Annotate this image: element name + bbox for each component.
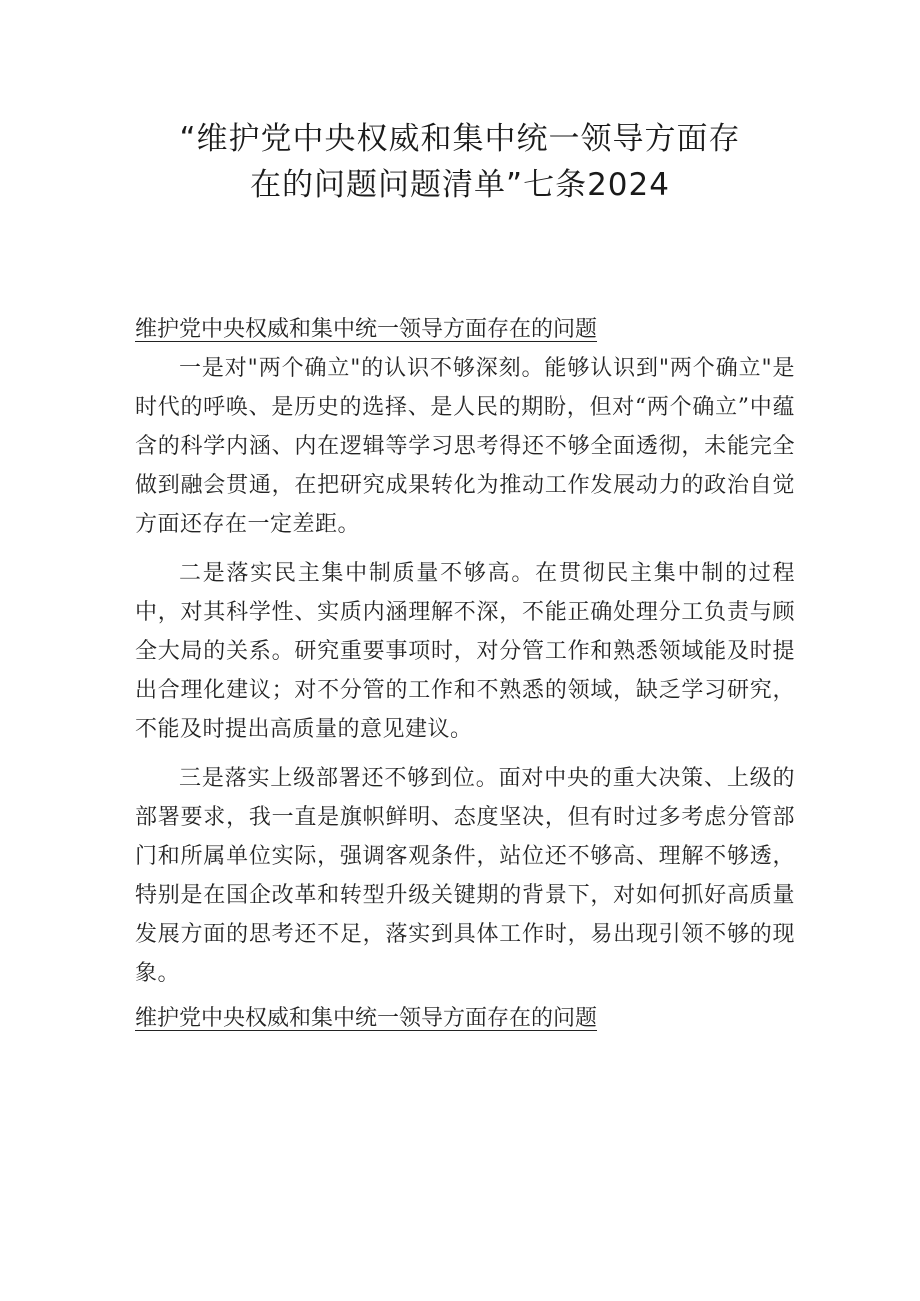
section-heading: 维护党中央权威和集中统一领导方面存在的问题 — [135, 317, 598, 342]
paragraph-3: 三是落实上级部署还不够到位。面对中央的重大决策、上级的部署要求，我一直是旗帜鲜明、态度坚决，但有时过多考虑分管部门和所属单位实际，强调客观条件，站位还不够高、理解不够透，特别是在国企改革和转型升级关键期的背景下，对如何抓好高质量发展方面的思考还不足，落实到具体工作时，易出现引领不够的现象。 — [135, 766, 795, 986]
title-line-2: 在的问题问题清单”七条2024 — [250, 167, 670, 203]
document-title — [140, 116, 780, 208]
paragraph-1: 一是对"两个确立"的认识不够深刻。能够认识到"两个确立"是时代的呼唤、是历史的选择、是人民的期盼，但对“两个确立”中蕴含的科学内涵、内在逻辑等学习思考得还不够全面透彻，未能完全做到融会贯通，在把研究成果转化为推动工作发展动力的政治自觉方面还存在一定差距。 — [135, 356, 795, 537]
section-heading-repeat: 维护党中央权威和集中统一领导方面存在的问题 — [135, 1006, 598, 1031]
document-body — [135, 310, 795, 1038]
title-line-1: “维护党中央权威和集中统一领导方面存 — [179, 121, 741, 157]
paragraph-2: 二是落实民主集中制质量不够高。在贯彻民主集中制的过程中，对其科学性、实质内涵理解不深，不能正确处理分工负责与顾全大局的关系。研究重要事项时，对分管工作和熟悉领域能及时提出合理化建议；对不分管的工作和不熟悉的领域，缺乏学习研究，不能及时提出高质量的意见建议。 — [135, 561, 795, 742]
